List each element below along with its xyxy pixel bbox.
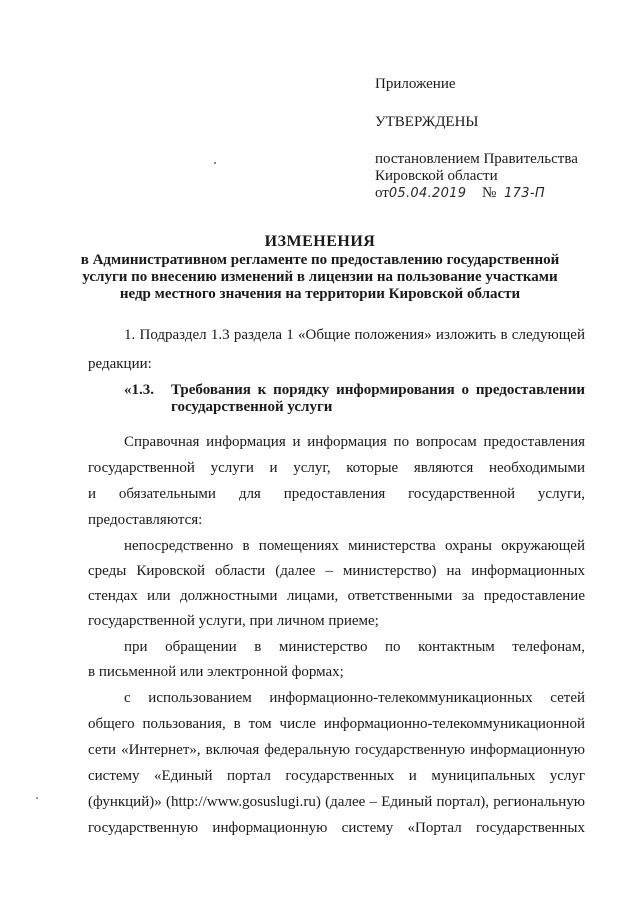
p2-line-4: предоставляются: bbox=[88, 512, 203, 528]
title-line-3: недр местного значения на территории Кировской области bbox=[119, 286, 521, 302]
p2-line-2: государственной услуги и услуг, которые являются необходимыми bbox=[88, 460, 585, 476]
decree-date-line bbox=[375, 184, 545, 203]
p5-line-1: с использованием информационно-телекоммуникационных сетей bbox=[124, 690, 585, 706]
handwritten-date: 05.04.2019 bbox=[388, 186, 467, 201]
p4-line-1: при обращении в министерство по контактным телефонам, bbox=[124, 639, 585, 655]
p3-line-4: государственной услуги, при личном приеме; bbox=[88, 613, 379, 629]
p2-line-1: Справочная информация и информация по вопросам предоставления bbox=[124, 434, 585, 450]
section-title-line-2: государственной услуги bbox=[171, 399, 333, 415]
document-title: ИЗМЕНЕНИЯ bbox=[264, 233, 376, 250]
p4-line-2: в письменной или электронной формах; bbox=[88, 664, 344, 680]
p3-line-2: среды Кировской области (далее – министерство) на информационных bbox=[88, 563, 585, 579]
approved-label: УТВЕРЖДЕНЫ bbox=[375, 114, 479, 130]
p5-line-2: общего пользования, в том числе информационно-телекоммуникационной bbox=[88, 716, 585, 732]
decree-line-1: постановлением Правительства bbox=[375, 151, 578, 167]
p3-line-1: непосредственно в помещениях министерства охраны окружающей bbox=[124, 538, 585, 554]
section-title-line-1: Требования к порядку информирования о предоставлении bbox=[171, 382, 585, 398]
scan-speck bbox=[36, 797, 38, 799]
p2-line-3: и обязательными для предоставления государственной услуги, bbox=[88, 486, 585, 502]
decree-line-2: Кировской области bbox=[375, 168, 498, 184]
p5-line-6: государственную информационную систему «Портал государственных bbox=[88, 820, 585, 836]
scan-speck bbox=[214, 162, 216, 164]
handwritten-number: 173-П bbox=[504, 186, 545, 201]
p1-line-1: 1. Подраздел 1.3 раздела 1 «Общие положения» изложить в следующей bbox=[124, 327, 585, 343]
section-number: «1.3. bbox=[124, 382, 154, 398]
appendix-label: Приложение bbox=[375, 76, 456, 92]
number-prefix: № bbox=[482, 185, 497, 201]
p1-line-2: редакции: bbox=[88, 356, 152, 372]
date-prefix: от bbox=[375, 185, 389, 201]
p5-line-5: (функций)» (http://www.gosuslugi.ru) (далее – Единый портал), региональную bbox=[88, 794, 585, 810]
p3-line-3: стендах или должностными лицами, ответственными за предоставление bbox=[88, 588, 585, 604]
p5-line-3: сети «Интернет», включая федеральную государственную информационную bbox=[88, 742, 585, 758]
p5-line-4: систему «Единый портал государственных и муниципальных услуг bbox=[88, 768, 585, 784]
title-line-2: услуги по внесению изменений в лицензии на пользование участками bbox=[82, 269, 558, 285]
title-line-1: в Административном регламенте по предоставлению государственной bbox=[80, 252, 560, 268]
